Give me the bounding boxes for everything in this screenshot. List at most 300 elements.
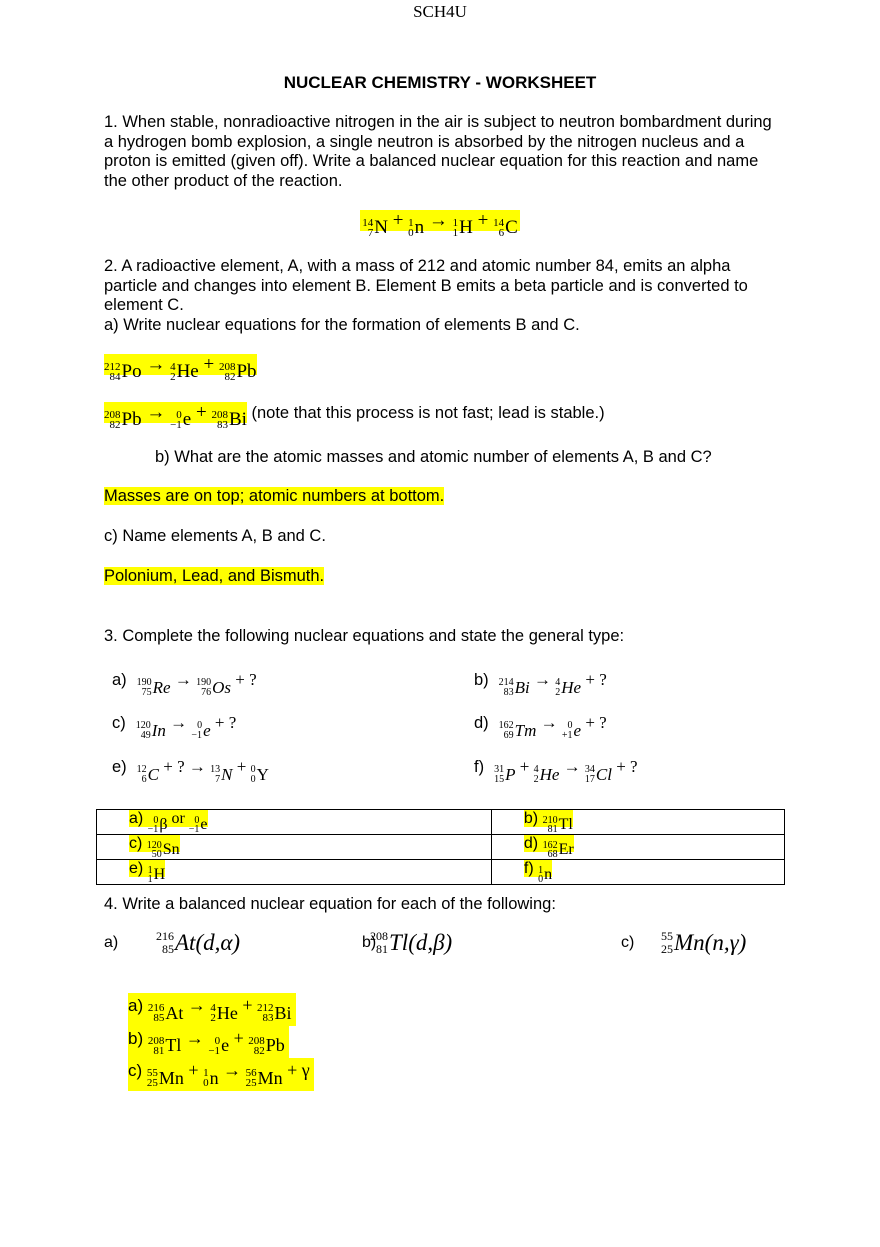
atomic-number: −1 (188, 824, 200, 835)
nuclide-scripts (148, 1003, 165, 1023)
q3-item-b (474, 670, 607, 698)
element-symbol: C (147, 765, 160, 784)
operator: + ? (581, 670, 607, 689)
element-symbol: Mn (158, 1067, 184, 1088)
atomic-number: 85 (153, 1012, 165, 1024)
nuclide-scripts (211, 410, 228, 430)
nuclide-scripts (538, 866, 543, 884)
operator: + ? (611, 757, 638, 776)
mass-number: 216 (147, 1002, 165, 1014)
mass-number: 0 (250, 764, 256, 775)
nuclide-scripts (137, 678, 152, 698)
nuclide (257, 1001, 292, 1026)
q4-item-b (362, 930, 452, 956)
mass-number: 1 (538, 865, 544, 876)
nuclide-scripts (148, 866, 153, 884)
element-symbol: Tl (389, 930, 409, 955)
page-title: NUCLEAR CHEMISTRY - WORKSHEET (283, 73, 597, 92)
nuclide-scripts (137, 765, 147, 785)
q3-item-f (474, 757, 638, 785)
nuclide (562, 721, 581, 741)
nuclide-scripts (408, 218, 414, 238)
nuclide (251, 765, 269, 785)
atomic-number: 6 (498, 227, 505, 239)
nuclide (148, 816, 168, 834)
atomic-number: 0 (203, 1077, 209, 1089)
element-symbol: Pb (236, 361, 257, 382)
question-1-text: 1. When stable, nonradioactive nitrogen in the air is subject to neutron bombardment during a hydrogen bomb explosion, a single neutron is absorbed by the nitrogen nucleus and a proton is emitted (given off). Write a balanced nuclear equation for this reaction and name the other product of the reaction. (104, 113, 772, 190)
atomic-number: +1 (561, 730, 573, 741)
atomic-number: 0 (250, 774, 256, 785)
reaction-notation: (d,α) (195, 930, 241, 955)
atomic-number: 81 (376, 942, 388, 956)
nuclide (661, 930, 746, 956)
atomic-number: 0 (538, 874, 544, 885)
element-symbol: e (573, 721, 582, 740)
mass-number: 4 (170, 361, 176, 373)
mass-number: 55 (146, 1067, 158, 1079)
answer-value (542, 835, 574, 860)
nuclide (555, 678, 581, 698)
operator: + ? → (159, 757, 211, 776)
element-symbol: β (159, 816, 168, 833)
mass-number: 210 (542, 815, 558, 826)
nuclide (210, 765, 232, 785)
element-symbol: e (221, 1035, 230, 1055)
nuclide-scripts (170, 362, 176, 382)
nuclide (203, 1066, 219, 1091)
atomic-number: 7 (367, 227, 374, 239)
element-symbol: n (209, 1067, 219, 1088)
nuclide-scripts (170, 410, 182, 430)
operator: + (387, 210, 409, 231)
q3-answer-table (96, 809, 785, 885)
mass-number: 12 (136, 764, 147, 775)
atomic-number: 2 (533, 774, 539, 785)
question-2-part-a: a) Write nuclear equations for the formation of elements B and C. (104, 316, 580, 334)
nuclide (170, 409, 191, 431)
nuclide (148, 1001, 184, 1026)
element-symbol: e (182, 409, 192, 430)
nuclide (453, 217, 473, 239)
atomic-number: 2 (555, 687, 561, 698)
operator: → (165, 713, 192, 732)
nuclide (543, 816, 573, 834)
question-2-part-c: c) Name elements A, B and C. (104, 527, 326, 545)
q4-answers (128, 993, 314, 1091)
nuclide-scripts (585, 765, 595, 785)
element-symbol: H (153, 866, 166, 883)
nuclide (499, 678, 530, 698)
atomic-number: 6 (141, 774, 147, 785)
nuclide (137, 765, 159, 785)
operator: or (167, 810, 189, 827)
mass-number: 56 (245, 1067, 257, 1079)
table-row (97, 860, 785, 885)
answer-label: c) (129, 835, 147, 852)
mass-number: 214 (498, 677, 514, 688)
atomic-number: 83 (262, 1012, 274, 1024)
atomic-number: 2 (210, 1012, 216, 1024)
operator: + (472, 210, 494, 231)
item-label: e) (112, 758, 127, 776)
question-1-equation (360, 210, 520, 239)
nuclide (538, 866, 552, 884)
nuclide (208, 1033, 229, 1058)
nuclide (148, 866, 166, 884)
answer-label: b) (128, 1028, 148, 1048)
nuclide (147, 1066, 184, 1091)
nuclide (104, 409, 142, 431)
nuclide (534, 765, 560, 785)
atomic-number: 85 (162, 942, 174, 956)
answer-value (146, 1060, 310, 1089)
question-4-text: 4. Write a balanced nuclear equation for each of the following: (104, 895, 556, 913)
operator: → (181, 1027, 209, 1048)
element-symbol: Tm (514, 721, 537, 740)
operator: + ? (581, 713, 607, 732)
nuclide-scripts (555, 678, 560, 698)
element-symbol: He (561, 678, 582, 697)
element-symbol: n (544, 866, 553, 883)
nuclide-scripts (499, 678, 514, 698)
mass-number: 0 (214, 1034, 221, 1047)
q4-item-c (621, 930, 746, 956)
mass-number: 13 (210, 764, 221, 775)
nuclide-scripts (246, 1068, 257, 1088)
nuclide-scripts (499, 721, 514, 741)
element-symbol: Re (152, 678, 171, 697)
nuclide (210, 1001, 238, 1026)
element-symbol: C (505, 217, 518, 238)
nuclide-scripts (210, 765, 220, 785)
mass-number: 0 (197, 720, 203, 731)
nuclide-scripts (257, 1003, 274, 1023)
element-symbol: N (374, 217, 388, 238)
nuclide (211, 409, 246, 431)
atomic-number: 50 (151, 849, 162, 860)
atomic-number: 1 (147, 874, 153, 885)
atomic-number: −1 (147, 824, 159, 835)
answer-value (147, 860, 166, 885)
operator: + ? (210, 713, 237, 732)
element-symbol: Er (558, 841, 574, 858)
element-symbol: Y (256, 765, 269, 784)
q3-item-a (112, 670, 257, 698)
nuclide (362, 217, 388, 239)
nuclide (189, 816, 208, 834)
item-label: f) (474, 758, 485, 776)
atomic-number: 49 (140, 730, 151, 741)
mass-number: 190 (196, 677, 212, 688)
nuclide-scripts (208, 1036, 220, 1056)
atomic-number: 83 (216, 419, 228, 431)
question-1-answer (0, 210, 880, 239)
element-symbol: e (203, 721, 211, 740)
q4-item-a (104, 930, 240, 956)
question-2-text: 2. A radioactive element, A, with a mass of 212 and atomic number 84, emits an alpha particle and changes into element B. Element B emits a beta particle and is converted to element C. (104, 257, 748, 315)
element-symbol: Pb (121, 409, 142, 430)
nuclide (248, 1033, 285, 1058)
mass-number: 212 (104, 361, 121, 373)
alpha-decay-equation (104, 354, 257, 383)
nuclide-scripts (661, 930, 673, 956)
nuclide-scripts (210, 1003, 216, 1023)
atomic-number: 7 (215, 774, 221, 785)
element-symbol: N (221, 765, 233, 784)
answer-label: c) (128, 1061, 147, 1080)
answer-label: e) (129, 860, 148, 877)
q4-answer-c (128, 1058, 314, 1091)
nuclide (219, 361, 257, 383)
nuclide (156, 930, 240, 956)
answer-cell-c (97, 835, 492, 860)
element-symbol: At (165, 1002, 184, 1023)
answer-label: a) (129, 810, 148, 827)
element-symbol: H (459, 217, 473, 238)
nuclide-scripts (189, 816, 200, 834)
atomic-number: −1 (170, 419, 182, 431)
element-symbol: Po (121, 361, 142, 382)
atomic-number: 76 (201, 687, 212, 698)
item-label: c) (621, 934, 635, 951)
nuclide-scripts (104, 362, 121, 382)
answer-label: a) (128, 996, 148, 1015)
nuclide-scripts (219, 362, 236, 382)
nuclide-scripts (493, 218, 504, 238)
operator: + (183, 1060, 204, 1080)
atomic-number: 83 (503, 687, 514, 698)
answer-value (146, 835, 180, 860)
element-symbol: At (175, 930, 196, 955)
operator: → (141, 402, 171, 423)
mass-number: 1 (408, 217, 414, 229)
nuclide (543, 841, 574, 859)
mass-number: 162 (498, 720, 514, 731)
mass-number: 34 (584, 764, 595, 775)
nuclide (302, 1058, 310, 1083)
mass-number: 212 (257, 1002, 274, 1014)
nuclide-scripts (104, 410, 121, 430)
element-symbol: Mn (674, 930, 705, 955)
nuclide (191, 721, 210, 741)
mass-number: 4 (555, 677, 561, 688)
atomic-number: 0 (408, 227, 414, 239)
nuclide (370, 930, 452, 956)
item-label: a) (104, 934, 119, 951)
nuclide-scripts (147, 841, 162, 859)
equation-note: (note that this process is not fast; lead is stable.) (251, 404, 605, 422)
nuclide (499, 721, 537, 741)
mass-number: 162 (542, 840, 558, 851)
mass-number: 190 (136, 677, 152, 688)
atomic-number: −1 (191, 730, 203, 741)
nuclide-scripts (203, 1068, 209, 1088)
nuclide-scripts (148, 1036, 165, 1056)
nuclide (196, 678, 231, 698)
nuclide-scripts (534, 765, 539, 785)
operator: + (515, 757, 534, 776)
reaction-notation: (n,γ) (704, 930, 747, 955)
element-symbol: Mn (257, 1067, 283, 1088)
element-symbol: e (200, 816, 208, 833)
atomic-number: 17 (584, 774, 595, 785)
nuclide-scripts (251, 765, 256, 785)
answer-cell-a (97, 810, 492, 835)
answer-label: d) (523, 835, 543, 852)
operator: → (424, 210, 453, 231)
mass-number: 14 (493, 217, 505, 229)
answer-cell-f (491, 860, 784, 885)
mass-number: 208 (248, 1034, 265, 1047)
operator: + (229, 1027, 249, 1048)
atomic-number: 75 (141, 687, 152, 698)
element-symbol: γ (301, 1060, 310, 1080)
operator: → (536, 713, 562, 732)
nuclide-scripts (248, 1036, 265, 1056)
mass-number: 208 (218, 361, 236, 373)
operator: + (198, 354, 219, 375)
question-2-answer-b (104, 487, 784, 507)
answer-value (147, 995, 292, 1024)
element-symbol: He (176, 361, 199, 382)
nuclide-scripts (136, 721, 151, 741)
course-code: SCH4U (413, 2, 467, 21)
nuclide (104, 361, 142, 383)
mass-number: 0 (194, 815, 200, 826)
element-symbol: Sn (162, 841, 180, 858)
nuclide-scripts (362, 218, 373, 238)
table-row (97, 810, 785, 835)
answer-value (538, 860, 553, 885)
nuclide-scripts (156, 930, 174, 956)
element-symbol: He (539, 765, 560, 784)
answer-label: f) (523, 860, 539, 877)
nuclide (494, 765, 515, 785)
nuclide-scripts (196, 678, 211, 698)
nuclide (137, 678, 171, 698)
operator: → (529, 670, 556, 689)
element-symbol: Cl (595, 765, 612, 784)
nuclide-scripts (453, 218, 459, 238)
mass-number: 120 (146, 840, 162, 851)
item-label: c) (112, 714, 126, 732)
atomic-number: 69 (503, 730, 514, 741)
atomic-number: 25 (245, 1077, 257, 1089)
q4-answer-b (128, 1026, 314, 1059)
element-symbol: Os (212, 678, 232, 697)
element-symbol: Tl (558, 816, 573, 833)
mass-number: 120 (135, 720, 151, 731)
element-symbol: He (216, 1002, 238, 1023)
operator: + (237, 995, 257, 1015)
nuclide-scripts (562, 721, 573, 741)
mass-number: 4 (210, 1002, 216, 1014)
nuclide (147, 841, 180, 859)
beta-decay-equation (104, 402, 247, 431)
element-symbol: n (414, 217, 425, 238)
operator: → (170, 670, 197, 689)
nuclide (493, 217, 518, 239)
element-symbol: Bi (274, 1002, 292, 1023)
atomic-number: 82 (109, 419, 121, 431)
mass-number: 0 (567, 720, 573, 731)
nuclide-scripts (543, 841, 558, 859)
operator: + (282, 1060, 302, 1080)
mass-number: 14 (362, 217, 374, 229)
operator: + (232, 757, 251, 776)
q3-item-c (112, 713, 236, 741)
nuclide-scripts (191, 721, 202, 741)
mass-number: 1 (147, 865, 153, 876)
operator: → (141, 354, 171, 375)
atomic-number: 81 (153, 1044, 165, 1057)
mass-number: 208 (104, 409, 121, 421)
q3-item-d (474, 713, 607, 741)
mass-number: 208 (147, 1034, 165, 1047)
atomic-number: 82 (224, 371, 236, 383)
answer-value (147, 810, 208, 835)
nuclide (408, 217, 424, 239)
nuclide (585, 765, 612, 785)
answer-cell-b (491, 810, 784, 835)
answer-cell-e (97, 860, 492, 885)
nuclide-scripts (494, 765, 504, 785)
mass-number: 216 (156, 929, 174, 943)
atomic-number: 84 (109, 371, 121, 383)
nuclide (170, 361, 199, 383)
atomic-number: −1 (208, 1044, 221, 1057)
question-2-part-b: b) What are the atomic masses and atomic number of elements A, B and C? (155, 448, 712, 466)
nuclide-scripts (147, 1068, 158, 1088)
mass-number: 1 (203, 1067, 209, 1079)
mass-number: 31 (494, 764, 505, 775)
q4-answer-a (128, 993, 314, 1026)
answer-value (147, 1027, 285, 1057)
element-symbol: Tl (165, 1035, 182, 1055)
mass-number: 4 (533, 764, 539, 775)
nuclide (246, 1066, 283, 1091)
item-label: d) (474, 714, 489, 732)
mass-number: 208 (370, 929, 388, 943)
table-row (97, 835, 785, 860)
operator: + (191, 402, 212, 423)
atomic-number: 25 (146, 1077, 158, 1089)
atomic-number: 1 (452, 227, 459, 239)
element-symbol: Bi (228, 409, 247, 430)
operator: → (559, 757, 585, 776)
mass-number: 208 (211, 409, 228, 421)
nuclide-scripts (370, 930, 388, 956)
element-symbol: Bi (514, 678, 530, 697)
element-symbol: Pb (265, 1035, 285, 1055)
answer-c-text: Polonium, Lead, and Bismuth. (104, 567, 325, 585)
item-label: b) (474, 671, 489, 689)
question-2-answer-c (104, 567, 784, 587)
operator: → (183, 995, 211, 1015)
answer-b-text: Masses are on top; atomic numbers at bottom. (104, 487, 445, 505)
answer-cell-d (491, 835, 784, 860)
answer-value (542, 810, 573, 835)
reaction-notation: (d,β) (408, 930, 453, 955)
item-label: b) (362, 934, 377, 951)
item-label: a) (112, 671, 127, 689)
atomic-number: 25 (661, 942, 673, 956)
atomic-number: 68 (547, 849, 558, 860)
mass-number: 0 (176, 409, 182, 421)
nuclide (136, 721, 166, 741)
mass-number: 1 (452, 217, 459, 229)
